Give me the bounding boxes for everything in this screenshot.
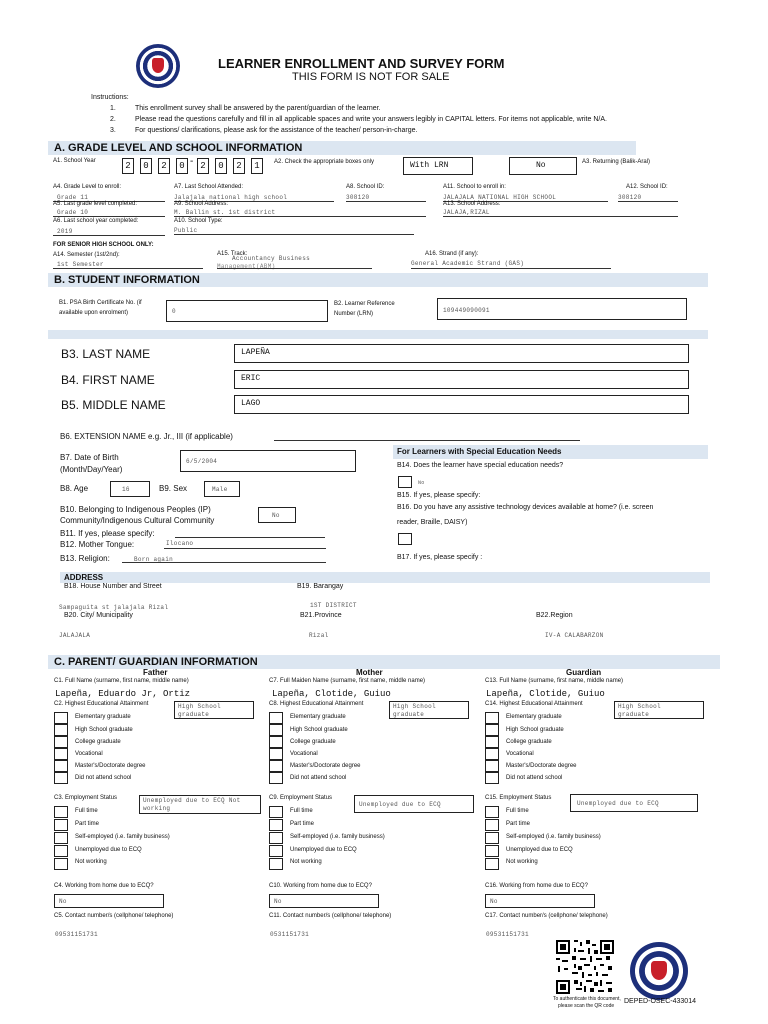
instructions-label: Instructions: — [91, 94, 129, 101]
emp-option: Part time — [75, 821, 100, 827]
a10-label: A10. School Type: — [174, 218, 223, 224]
qr-note: To authenticate this document, — [553, 996, 621, 1002]
a12-label: A12. School ID: — [626, 184, 668, 190]
edu-checkbox[interactable] — [485, 760, 499, 772]
emp-checkbox[interactable] — [485, 845, 499, 857]
a6-value[interactable]: 2019 — [57, 228, 73, 235]
a12-value[interactable]: 308120 — [618, 194, 642, 201]
b17-field[interactable] — [500, 561, 650, 562]
edu-checkbox[interactable] — [269, 760, 283, 772]
edu-option: Master's/Doctorate degree — [506, 763, 577, 769]
edu-checkbox[interactable] — [269, 772, 283, 784]
b4-label: B4. FIRST NAME — [61, 373, 155, 387]
b10-label-2: Community/Indigenous Cultural Community — [60, 516, 215, 525]
edu-option: Elementary graduate — [506, 714, 562, 720]
c2-value-2: graduate — [178, 711, 210, 718]
b2-label-2: Number (LRN) — [334, 311, 374, 317]
edu-checkbox[interactable] — [54, 772, 68, 784]
a15-label: A15. Track: — [217, 251, 248, 257]
b1-psa-field[interactable] — [166, 300, 328, 322]
edu-checkbox[interactable] — [485, 712, 499, 724]
b10-ip-field[interactable] — [258, 507, 296, 523]
a7-value[interactable]: Jalajala national high school — [174, 194, 288, 201]
c17-value[interactable]: 09531151731 — [486, 931, 529, 938]
instruction-item: Please read the questions carefully and fill in all applicable spaces and write your answers legibly in CAPITAL letters. For items not applicable, write N/A. — [135, 116, 607, 123]
a16-label: A16. Strand (if any): — [425, 251, 479, 257]
b1-label-2: available upon enrolment) — [59, 310, 129, 316]
b6-extension-field[interactable] — [274, 440, 580, 441]
with-lrn-value: With LRN — [410, 161, 449, 170]
a13-value[interactable]: JALAJA,RIZAL — [443, 209, 490, 216]
b7-dob-field[interactable] — [180, 450, 356, 472]
b19-label: B19. Barangay — [297, 583, 344, 590]
mother-heading: Mother — [356, 668, 383, 677]
instruction-number: 1. — [110, 105, 116, 112]
c3-value: Unemployed due to ECQ Not — [143, 797, 241, 804]
year-digit[interactable]: 0 — [215, 158, 227, 174]
c14-value-box[interactable] — [614, 701, 704, 719]
c16-label: C16. Working from home due to ECQ? — [485, 883, 588, 889]
edu-checkbox[interactable] — [269, 724, 283, 736]
edu-option: Master's/Doctorate degree — [75, 763, 146, 769]
emp-option: Self-employed (i.e. family business) — [506, 834, 601, 840]
emp-checkbox[interactable] — [269, 832, 283, 844]
c9-value-box[interactable] — [354, 795, 474, 813]
with-lrn-box[interactable] — [403, 157, 473, 175]
edu-option: Did not attend school — [75, 775, 132, 781]
emp-option: Not working — [290, 859, 322, 865]
emp-option: Full time — [75, 808, 98, 814]
edu-checkbox[interactable] — [54, 724, 68, 736]
a4-value[interactable]: Grade 11 — [57, 194, 89, 201]
edu-option: Elementary graduate — [290, 714, 346, 720]
qr-code-icon[interactable] — [556, 940, 614, 994]
c2-value: High School — [178, 703, 221, 710]
c9-value: Unemployed due to ECQ — [359, 801, 441, 808]
b4-value: ERIC — [241, 374, 261, 383]
instruction-number: 2. — [110, 116, 116, 123]
c16-value: No — [490, 898, 498, 905]
emp-checkbox[interactable] — [485, 819, 499, 831]
a6-label: A6. Last school year completed: — [53, 218, 139, 224]
c9-label: C9. Employment Status — [269, 795, 333, 801]
c3-label: C3. Employment Status — [54, 795, 118, 801]
b2-label: B2. Learner Reference — [334, 301, 395, 307]
c7-value[interactable]: Lapeña, Clotide, Guiuo — [272, 689, 391, 699]
b21-label: B21.Province — [300, 612, 342, 619]
b3-value: LAPEÑA — [241, 348, 270, 357]
year-digit[interactable]: 2 — [197, 158, 209, 174]
instruction-item: This enrollment survey shall be answered by the parent/guardian of the learner. — [135, 105, 381, 112]
emp-checkbox[interactable] — [269, 845, 283, 857]
b12-value[interactable]: Ilocano — [166, 540, 194, 547]
b2-lrn-field[interactable] — [437, 298, 687, 320]
b18-label: B18. House Number and Street — [64, 583, 162, 590]
edu-checkbox[interactable] — [269, 736, 283, 748]
b1-label: B1. PSA Birth Certificate No. (if — [59, 300, 142, 306]
edu-option: College graduate — [75, 739, 121, 745]
b3-label: B3. LAST NAME — [61, 347, 151, 361]
emp-option: Not working — [75, 859, 107, 865]
c10-value-box[interactable] — [269, 894, 379, 908]
c8-value: High School — [393, 703, 436, 710]
c4-label: C4. Working from home due to ECQ? — [54, 883, 154, 889]
a9-label: A9. School Address: — [174, 201, 229, 207]
edu-option: Elementary graduate — [75, 714, 131, 720]
a5-value[interactable]: Grade 10 — [57, 209, 89, 216]
c8-value-2: graduate — [393, 711, 425, 718]
a16-value[interactable]: General Academic Strand (GAS) — [411, 260, 525, 267]
sen-heading: For Learners with Special Education Needs — [397, 447, 562, 456]
c10-label: C10. Working from home due to ECQ? — [269, 883, 372, 889]
c2-value-box[interactable] — [174, 701, 254, 719]
b18-value[interactable]: Sampaguita st jalajala Rizal — [59, 604, 169, 611]
a4-label: A4. Grade Level to enroll: — [53, 184, 122, 190]
b7-value: 6/5/2004 — [186, 458, 218, 465]
b10-label: B10. Belonging to Indigenous Peoples (IP) — [60, 505, 211, 514]
c8-value-box[interactable] — [389, 701, 469, 719]
b22-value[interactable]: IV-A CALABARZON — [545, 632, 604, 639]
a15-value-line2: Management(ABM) — [217, 263, 276, 270]
emp-option: Unemployed due to ECQ — [506, 847, 573, 853]
edu-option: High School graduate — [506, 727, 564, 733]
b7-label-2: (Month/Day/Year) — [60, 465, 123, 474]
c17-label: C17. Contact number/s (cellphone/ telephone) — [485, 913, 608, 919]
edu-option: Did not attend school — [506, 775, 563, 781]
b13-value[interactable]: Born again — [134, 556, 174, 563]
edu-option: College graduate — [506, 739, 552, 745]
edu-option: High School graduate — [290, 727, 348, 733]
edu-checkbox[interactable] — [269, 748, 283, 760]
b13-label: B13. Religion: — [60, 554, 110, 563]
b16-checkbox[interactable] — [398, 533, 412, 545]
shs-label: FOR SENIOR HIGH SCHOOL ONLY: — [53, 242, 154, 248]
b5-value: LAGO — [241, 399, 261, 408]
a13-label: A13. School Address: — [443, 201, 501, 207]
edu-checkbox[interactable] — [54, 748, 68, 760]
c4-value: No — [59, 898, 67, 905]
year-digit[interactable]: 1 — [251, 158, 263, 174]
doc-code: DEPED-OSEC-433014 — [624, 998, 696, 1005]
emp-option: Self-employed (i.e. family business) — [290, 834, 385, 840]
c13-value[interactable]: Lapeña, Clotide, Guiuo — [486, 689, 605, 699]
b7-label: B7. Date of Birth — [60, 453, 119, 462]
edu-checkbox[interactable] — [485, 736, 499, 748]
edu-option: Vocational — [506, 751, 534, 757]
a10-value[interactable]: Public — [174, 227, 198, 234]
c3-value-2: working — [143, 805, 171, 812]
c8-label: C8. Highest Educational Attainment — [269, 701, 364, 707]
b20-label: B20. City/ Municipality — [64, 612, 133, 619]
edu-checkbox[interactable] — [485, 772, 499, 784]
qr-note-2: please scan the QR code — [558, 1003, 615, 1009]
deped-seal-logo — [136, 44, 180, 88]
b9-value: Male — [212, 486, 228, 493]
b9-sex-field[interactable] — [204, 481, 240, 497]
emp-checkbox[interactable] — [269, 858, 283, 870]
band-divider — [48, 330, 708, 339]
section-c-heading: C. PARENT/ GUARDIAN INFORMATION — [48, 655, 720, 669]
a1-label: A1. School Year — [53, 158, 96, 164]
c11-value[interactable]: 0531151731 — [270, 931, 310, 938]
emp-option: Full time — [290, 808, 313, 814]
year-digit[interactable]: 2 — [233, 158, 245, 174]
emp-checkbox[interactable] — [485, 832, 499, 844]
c5-value[interactable]: 09531151731 — [55, 931, 98, 938]
b5-label: B5. MIDDLE NAME — [61, 398, 166, 412]
edu-checkbox[interactable] — [54, 760, 68, 772]
a11-value[interactable]: JALAJALA NATIONAL HIGH SCHOOL — [443, 194, 557, 201]
c10-value: No — [274, 898, 282, 905]
emp-checkbox[interactable] — [54, 858, 68, 870]
a8-value[interactable]: 308120 — [346, 194, 370, 201]
emp-option: Part time — [290, 821, 315, 827]
a15-value[interactable]: Accountancy Business — [232, 255, 311, 262]
b15-field[interactable] — [397, 500, 607, 501]
b12-label: B12. Mother Tongue: — [60, 540, 135, 549]
emp-option: Full time — [506, 808, 529, 814]
edu-option: Master's/Doctorate degree — [290, 763, 361, 769]
returning-value: No — [536, 161, 546, 170]
b11-field[interactable] — [175, 537, 325, 538]
instruction-number: 3. — [110, 127, 116, 134]
emp-checkbox[interactable] — [269, 819, 283, 831]
year-digit[interactable]: 2 — [122, 158, 134, 174]
emp-option: Part time — [506, 821, 531, 827]
c7-label: C7. Full Maiden Name (surname, first name, middle name) — [269, 678, 426, 684]
emp-checkbox[interactable] — [269, 806, 283, 818]
c14-value-2: graduate — [618, 711, 650, 718]
emp-checkbox[interactable] — [54, 845, 68, 857]
emp-option: Unemployed due to ECQ — [75, 847, 142, 853]
b3-lastname-field[interactable] — [234, 344, 689, 363]
b4-firstname-field[interactable] — [234, 370, 689, 389]
emp-option: Not working — [506, 859, 538, 865]
emp-option: Unemployed due to ECQ — [290, 847, 357, 853]
b16-label: B16. Do you have any assistive technology devices available at home? (i.e. screen — [397, 504, 654, 511]
instruction-item: For questions/ clarifications, please ask for the assistance of the teacher/ person-in-charge. — [135, 127, 418, 134]
b20-value[interactable]: JALAJALA — [59, 632, 91, 639]
year-digit[interactable]: 2 — [158, 158, 170, 174]
b11-label: B11. If yes, please specify: — [60, 529, 155, 538]
year-digit[interactable]: 0 — [176, 158, 188, 174]
emp-checkbox[interactable] — [485, 806, 499, 818]
a11-label: A11. School to enroll in: — [443, 184, 506, 190]
b16-label-2: reader, Braille, DAISY) — [397, 519, 468, 526]
edu-option: High School graduate — [75, 727, 133, 733]
a14-value[interactable]: 1st Semester — [57, 261, 104, 268]
a5-label: A5. Last grade level completed: — [53, 201, 138, 207]
emp-checkbox[interactable] — [485, 858, 499, 870]
form-subtitle: THIS FORM IS NOT FOR SALE — [292, 71, 450, 83]
c4-value-box[interactable] — [54, 894, 164, 908]
a9-value[interactable]: M. Ballin st. 1st district — [174, 209, 276, 216]
year-digit[interactable]: 0 — [140, 158, 152, 174]
b21-value[interactable]: Rizal — [309, 632, 329, 639]
b1-value: 0 — [172, 308, 176, 315]
emp-checkbox[interactable] — [54, 806, 68, 818]
c15-value-box[interactable] — [570, 794, 698, 812]
c14-label: C14. Highest Educational Attainment — [485, 701, 583, 707]
section-a-heading: A. GRADE LEVEL AND SCHOOL INFORMATION — [48, 141, 636, 155]
c11-label: C11. Contact number/s (cellphone/ telephone) — [269, 913, 392, 919]
emp-option: Self-employed (i.e. family business) — [75, 834, 170, 840]
father-heading: Father — [143, 668, 168, 677]
c1-label: C1. Full Name (surname, first name, middle name) — [54, 678, 189, 684]
b2-value: 109449090091 — [443, 307, 490, 314]
b22-label: B22.Region — [536, 612, 573, 619]
edu-checkbox[interactable] — [485, 724, 499, 736]
c14-value: High School — [618, 703, 661, 710]
edu-checkbox[interactable] — [54, 736, 68, 748]
edu-option: Vocational — [75, 751, 103, 757]
c2-label: C2. Highest Educational Attainment — [54, 701, 149, 707]
a7-label: A7. Last School Attended: — [174, 184, 244, 190]
guardian-heading: Guardian — [566, 668, 602, 677]
emp-checkbox[interactable] — [54, 819, 68, 831]
a14-label: A14. Semester (1st/2nd): — [53, 252, 120, 258]
a8-label: A8. School ID: — [346, 184, 385, 190]
address-heading: ADDRESS — [64, 573, 104, 582]
c15-label: C15. Employment Status — [485, 795, 552, 801]
edu-checkbox[interactable] — [269, 712, 283, 724]
b14-label: B14. Does the learner have special education needs? — [397, 462, 564, 469]
a2-label: A2. Check the appropriate boxes only — [274, 159, 375, 165]
b10-value: No — [272, 512, 280, 519]
b17-label: B17. If yes, please specify : — [397, 554, 483, 561]
b5-middlename-field[interactable] — [234, 395, 689, 414]
b14-value: No — [418, 480, 425, 486]
year-dash: - — [190, 156, 194, 167]
b6-label: B6. EXTENSION NAME e.g. Jr., III (if applicable) — [60, 432, 233, 441]
edu-option: College graduate — [290, 739, 336, 745]
c16-value-box[interactable] — [485, 894, 595, 908]
b15-label: B15. If yes, please specify: — [397, 492, 481, 499]
edu-checkbox[interactable] — [485, 748, 499, 760]
form-title: LEARNER ENROLLMENT AND SURVEY FORM — [218, 56, 505, 71]
edu-checkbox[interactable] — [54, 712, 68, 724]
b19-value[interactable]: 1ST DISTRICT — [310, 602, 357, 609]
c1-value[interactable]: Lapeña, Eduardo Jr, Ortiz — [55, 689, 191, 699]
a3-label: A3. Returning (Balik-Aral) — [582, 159, 651, 165]
deped-seal-footer-logo — [630, 942, 688, 1000]
c13-label: C13. Full Name (surname, first name, middle name) — [485, 678, 624, 684]
c15-value: Unemployed due to ECQ — [577, 800, 659, 807]
c5-label: C5. Contact number/s (cellphone/ telephone) — [54, 913, 174, 919]
address-band — [60, 572, 710, 583]
edu-option: Did not attend school — [290, 775, 347, 781]
b8-value: 16 — [122, 486, 130, 493]
c3-value-box[interactable] — [139, 795, 261, 814]
returning-box[interactable] — [509, 157, 577, 175]
b9-label: B9. Sex — [159, 484, 188, 493]
b14-checkbox[interactable] — [398, 476, 412, 488]
emp-checkbox[interactable] — [54, 832, 68, 844]
edu-option: Vocational — [290, 751, 318, 757]
b8-label: B8. Age — [60, 484, 89, 493]
section-b-heading: B. STUDENT INFORMATION — [48, 273, 708, 287]
b8-age-field[interactable] — [110, 481, 150, 497]
